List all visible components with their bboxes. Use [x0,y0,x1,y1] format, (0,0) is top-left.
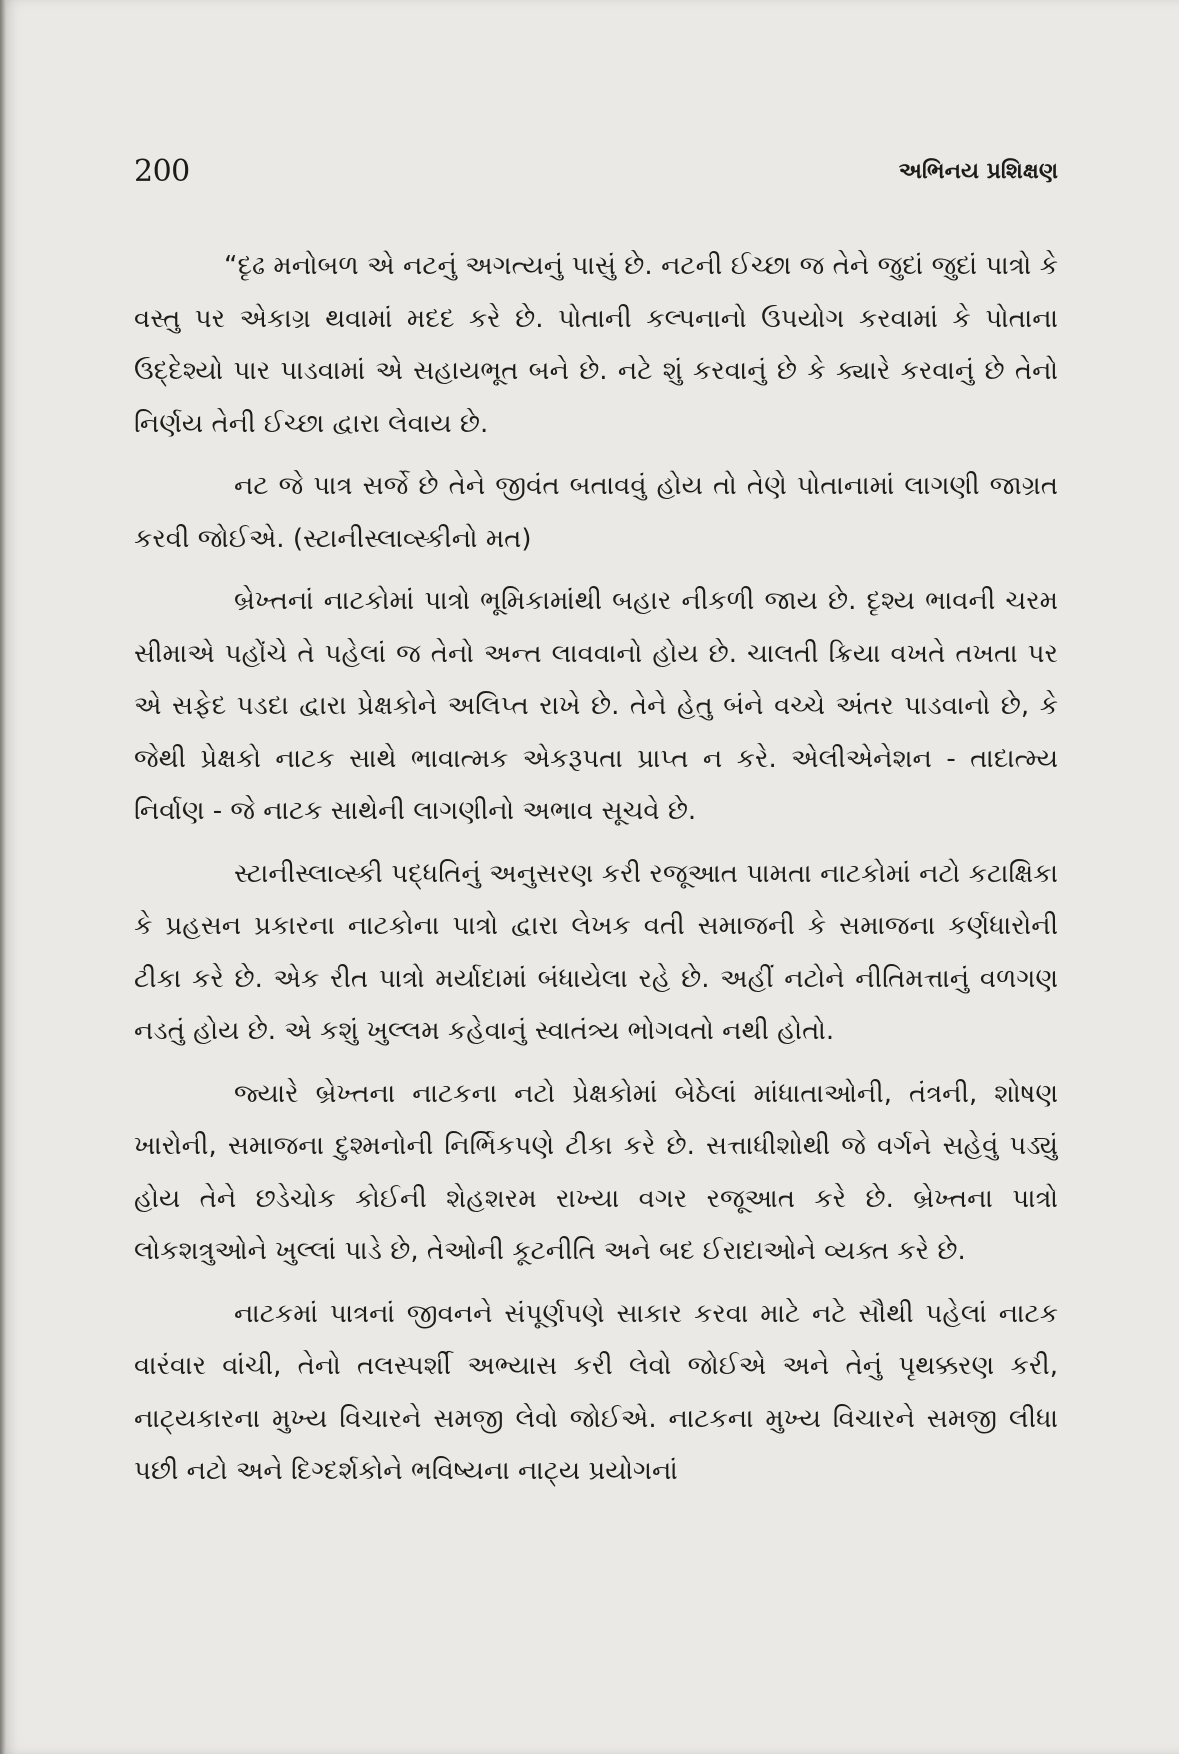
paragraph: સ્ટાનીસ્લાવ્સ્કી પદ્ધતિનું અનુસરણ કરી રજૂઆત પામતા નાટકોમાં નટો કટાક્ષિકા કે પ્રહસન પ્રકારના નાટકોના પાત્રો દ્વારા લેખક વતી સમાજની કે સમાજના કર્ણધારોની ટીકા કરે છે. એક રીત પાત્રો મર્યાદામાં બંધાયેલા રહે છે. અહીં નટોને નીતિમત્તાનું વળગણ નડતું હોય છે. એ કશું ખુલ્લમ કહેવાનું સ્વાતંત્ર્ય ભોગવતો નથી હોતો. [134,858,1058,1046]
paragraph: બ્રેખ્તનાં નાટકોમાં પાત્રો ભૂમિકામાંથી બહાર નીકળી જાય છે. દૃશ્ય ભાવની ચરમ સીમાએ પહોંચે તે પહેલાં જ તેનો અન્ત લાવવાનો હોય છે. ચાલતી ક્રિયા વખતે તખતા પર એ સફેદ પડદા દ્વારા પ્રેક્ષકોને અલિપ્ત રાખે છે. તેને હેતુ બંને વચ્ચે અંતર પાડવાનો છે, કે જેથી પ્રેક્ષકો નાટક સાથે ભાવાત્મક એકરૂપતા પ્રાપ્ત ન કરે. એલીએનેશન - તાદાત્મ્ય નિર્વાણ - જે નાટક સાથેની લાગણીનો અભાવ સૂચવે છે. [134,586,1058,826]
paragraph-quote: “દૃઢ મનોબળ એ નટનું અગત્યનું પાસું છે. નટની ઈચ્છા જ તેને જુદાં જુદાં પાત્રો કે વસ્તુ પર એકાગ્ર થવામાં મદદ કરે છે. પોતાની કલ્પનાનો ઉપયોગ કરવામાં કે પોતાના ઉદ્દેશ્યો પાર પાડવામાં એ સહાયભૂત બને છે. નટે શું કરવાનું છે કે ક્યારે કરવાનું છે તેનો નિર્ણય તેની ઈચ્છા દ્વારા લેવાય છે. [134,251,1058,439]
page-number: 200 [134,154,190,189]
body-text [134,240,1058,1508]
paragraph: નાટકમાં પાત્રનાં જીવનને સંપૂર્ણપણે સાકાર કરવા માટે નટે સૌથી પહેલાં નાટક વારંવાર વાંચી, તેનો તલસ્પર્શી અભ્યાસ કરી લેવો જોઈએ અને તેનું પૃથક્કરણ કરી, નાટ્યકારના મુખ્ય વિચારને સમજી લેવો જોઈએ. નાટકના મુખ્ય વિચારને સમજી લીધા પછી નટો અને દિગ્દર્શકોને ભવિષ્યના નાટ્ય પ્રયોગનાં [134,1298,1058,1486]
running-head [134,152,1058,192]
paragraph: જ્યારે બ્રેખ્તના નાટકના નટો પ્રેક્ષકોમાં બેઠેલાં માંધાતાઓની, તંત્રની, શોષણ ખારોની, સમાજના દુશ્મનોની નિર્ભિકપણે ટીકા કરે છે. સત્તાધીશોથી જે વર્ગને સહેવું પડ્યું હોય તેને છડેચોક કોઈની શેહશરમ રાખ્યા વગર રજૂઆત કરે છે. બ્રેખ્તના પાત્રો લોકશત્રુઓને ખુલ્લાં પાડે છે, તેઓની કૂટનીતિ અને બદ ઈરાદાઓને વ્યક્ત કરે છે. [134,1078,1058,1266]
paragraph: નટ જે પાત્ર સર્જે છે તેને જીવંત બતાવવું હોય તો તેણે પોતાનામાં લાગણી જાગ્રત કરવી જોઈએ. (સ્ટાનીસ્લાવ્સ્કીનો મત) [134,471,1058,554]
book-title: અભિનય પ્રશિક્ષણ [898,159,1058,184]
page-binding-edge [0,0,6,1754]
